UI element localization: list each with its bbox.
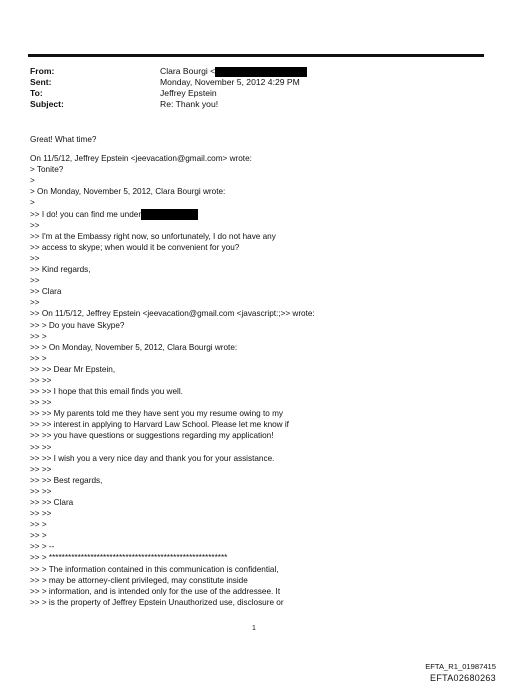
quoted-line-text: >> >> My parents told me they have sent you my resume owing to my: [30, 409, 284, 419]
quoted-line-text: >> Clara: [30, 287, 62, 297]
quoted-line-text: >>: [30, 298, 40, 308]
to-label: To:: [30, 88, 43, 98]
quoted-line: [30, 320, 480, 331]
quoted-line-text: >> >> Dear Mr Epstein,: [30, 364, 116, 374]
quoted-line-text: >> >>: [30, 464, 52, 474]
reply-text: Great! What time?: [30, 135, 97, 144]
quoted-line-text: > On Monday, November 5, 2012, Clara Bourgi wrote:: [30, 187, 226, 197]
quoted-line: [30, 464, 480, 475]
quoted-line: [30, 331, 480, 342]
from-name: Clara Bourgi <: [160, 66, 216, 76]
quoted-line: [30, 364, 480, 375]
quoted-line-text: >> >: [30, 520, 47, 530]
quoted-line-text: >>: [30, 220, 40, 230]
quoted-line-text: >> > On Monday, November 5, 2012, Clara Bourgi wrote:: [30, 342, 238, 352]
quoted-line: [30, 508, 480, 519]
quoted-line-text: >> >: [30, 531, 47, 541]
quoted-line-text: >: [30, 198, 35, 208]
to-value: Jeffrey Epstein: [160, 88, 217, 98]
to-row: [30, 88, 307, 99]
quoted-line-text: >> >: [30, 353, 47, 363]
quoted-line-text: >>: [30, 276, 40, 286]
quoted-line-text: >> I'm at the Embassy right now, so unfortunately, I do not have any: [30, 231, 276, 241]
quoted-line: [30, 597, 480, 608]
from-label: From:: [30, 66, 55, 76]
quoted-line-text: >> > information, and is intended only for the use of the addressee. It: [30, 586, 281, 596]
quoted-line-text: > Tonite?: [30, 165, 64, 175]
quoted-line-text: >> >>: [30, 375, 52, 385]
quoted-line-text: >> >: [30, 331, 47, 341]
quoted-line: [30, 220, 480, 231]
quoted-line-text: >> > may be attorney-client privileged, may constitute inside: [30, 575, 248, 585]
quoted-line-text: >> >> interest in applying to Harvard Law School. Please let me know if: [30, 420, 289, 430]
quoted-line-text: >> >>: [30, 398, 52, 408]
quoted-line-text: On 11/5/12, Jeffrey Epstein <jeevacation@gmail.com> wrote:: [30, 154, 252, 164]
quoted-line: [30, 286, 480, 297]
from-value: [160, 66, 307, 77]
quoted-line-text: >> > ********************************************************: [30, 553, 228, 563]
quoted-line: [30, 386, 480, 397]
quoted-line: [30, 564, 480, 575]
quoted-line: [30, 497, 480, 508]
quoted-line: [30, 164, 480, 175]
quoted-line: [30, 297, 480, 308]
quoted-line: [30, 541, 480, 552]
quoted-line-text: >> > Do you have Skype?: [30, 320, 125, 330]
quoted-line: [30, 486, 480, 497]
quoted-line: [30, 519, 480, 530]
quoted-line: [30, 586, 480, 597]
quoted-line: [30, 430, 480, 441]
sent-row: [30, 77, 307, 88]
quoted-line-text: >> >>: [30, 442, 52, 452]
quoted-line: [30, 231, 480, 242]
quoted-line-text: >> >> you have questions or suggestions regarding my application!: [30, 431, 274, 441]
quoted-line: [30, 264, 480, 275]
from-row: [30, 66, 307, 77]
quoted-line: [30, 552, 480, 563]
quoted-line: [30, 242, 480, 253]
subject-value: Re: Thank you!: [160, 99, 219, 109]
header-rule: [28, 54, 484, 57]
quoted-line: [30, 453, 480, 464]
quoted-line: [30, 253, 480, 264]
quoted-line-text: >>: [30, 253, 40, 263]
sent-value: Monday, November 5, 2012 4:29 PM: [160, 77, 300, 87]
quoted-line-text: >> access to skype; when would it be convenient for you?: [30, 242, 240, 252]
quoted-line-text: >> I do! you can find me under: [30, 209, 142, 219]
quoted-line: [30, 342, 480, 353]
quoted-line-text: >> >> Best regards,: [30, 475, 103, 485]
quoted-line-text: >> On 11/5/12, Jeffrey Epstein <jeevacation@gmail.com <javascript:;>> wrote:: [30, 309, 315, 319]
email-body: [30, 134, 480, 608]
quoted-line-text: >> > The information contained in this communication is confidential,: [30, 564, 279, 574]
quoted-line: [30, 408, 480, 419]
quoted-line-text: >> > is the property of Jeffrey Epstein Unauthorized use, disclosure or: [30, 597, 284, 607]
quoted-line: [30, 209, 480, 220]
quoted-line-text: >> >> I wish you a very nice day and thank you for your assistance.: [30, 453, 275, 463]
bates-number-secondary: EFTA02680263: [430, 673, 496, 683]
spacer: [30, 145, 480, 153]
quoted-line: [30, 175, 480, 186]
sent-label: Sent:: [30, 77, 52, 87]
quoted-line: [30, 308, 480, 319]
quoted-line-text: >> >> I hope that this email finds you well.: [30, 387, 183, 397]
quoted-line-text: >> Kind regards,: [30, 265, 91, 275]
redaction-box: [215, 67, 307, 77]
quoted-line: [30, 475, 480, 486]
quoted-line-text: >> >>: [30, 486, 52, 496]
quoted-line: [30, 353, 480, 364]
quoted-line: [30, 153, 480, 164]
page-number: 1: [252, 625, 256, 632]
quoted-line: [30, 375, 480, 386]
quoted-line: [30, 575, 480, 586]
quoted-thread: [30, 153, 480, 608]
email-header: [30, 66, 307, 110]
quoted-line: [30, 275, 480, 286]
quoted-line: [30, 186, 480, 197]
subject-row: [30, 99, 307, 110]
quoted-line: [30, 397, 480, 408]
quoted-line-text: >> >> Clara: [30, 498, 74, 507]
bates-number-primary: EFTA_R1_01987415: [425, 662, 496, 671]
quoted-line: [30, 419, 480, 430]
quoted-line: [30, 530, 480, 541]
quoted-line: [30, 197, 480, 208]
subject-label: Subject:: [30, 99, 64, 109]
quoted-line: [30, 442, 480, 453]
quoted-line-text: >> >>: [30, 509, 52, 519]
redaction-box: [141, 209, 198, 220]
quoted-line-text: >: [30, 176, 35, 186]
quoted-line-text: >> > --: [30, 542, 55, 552]
